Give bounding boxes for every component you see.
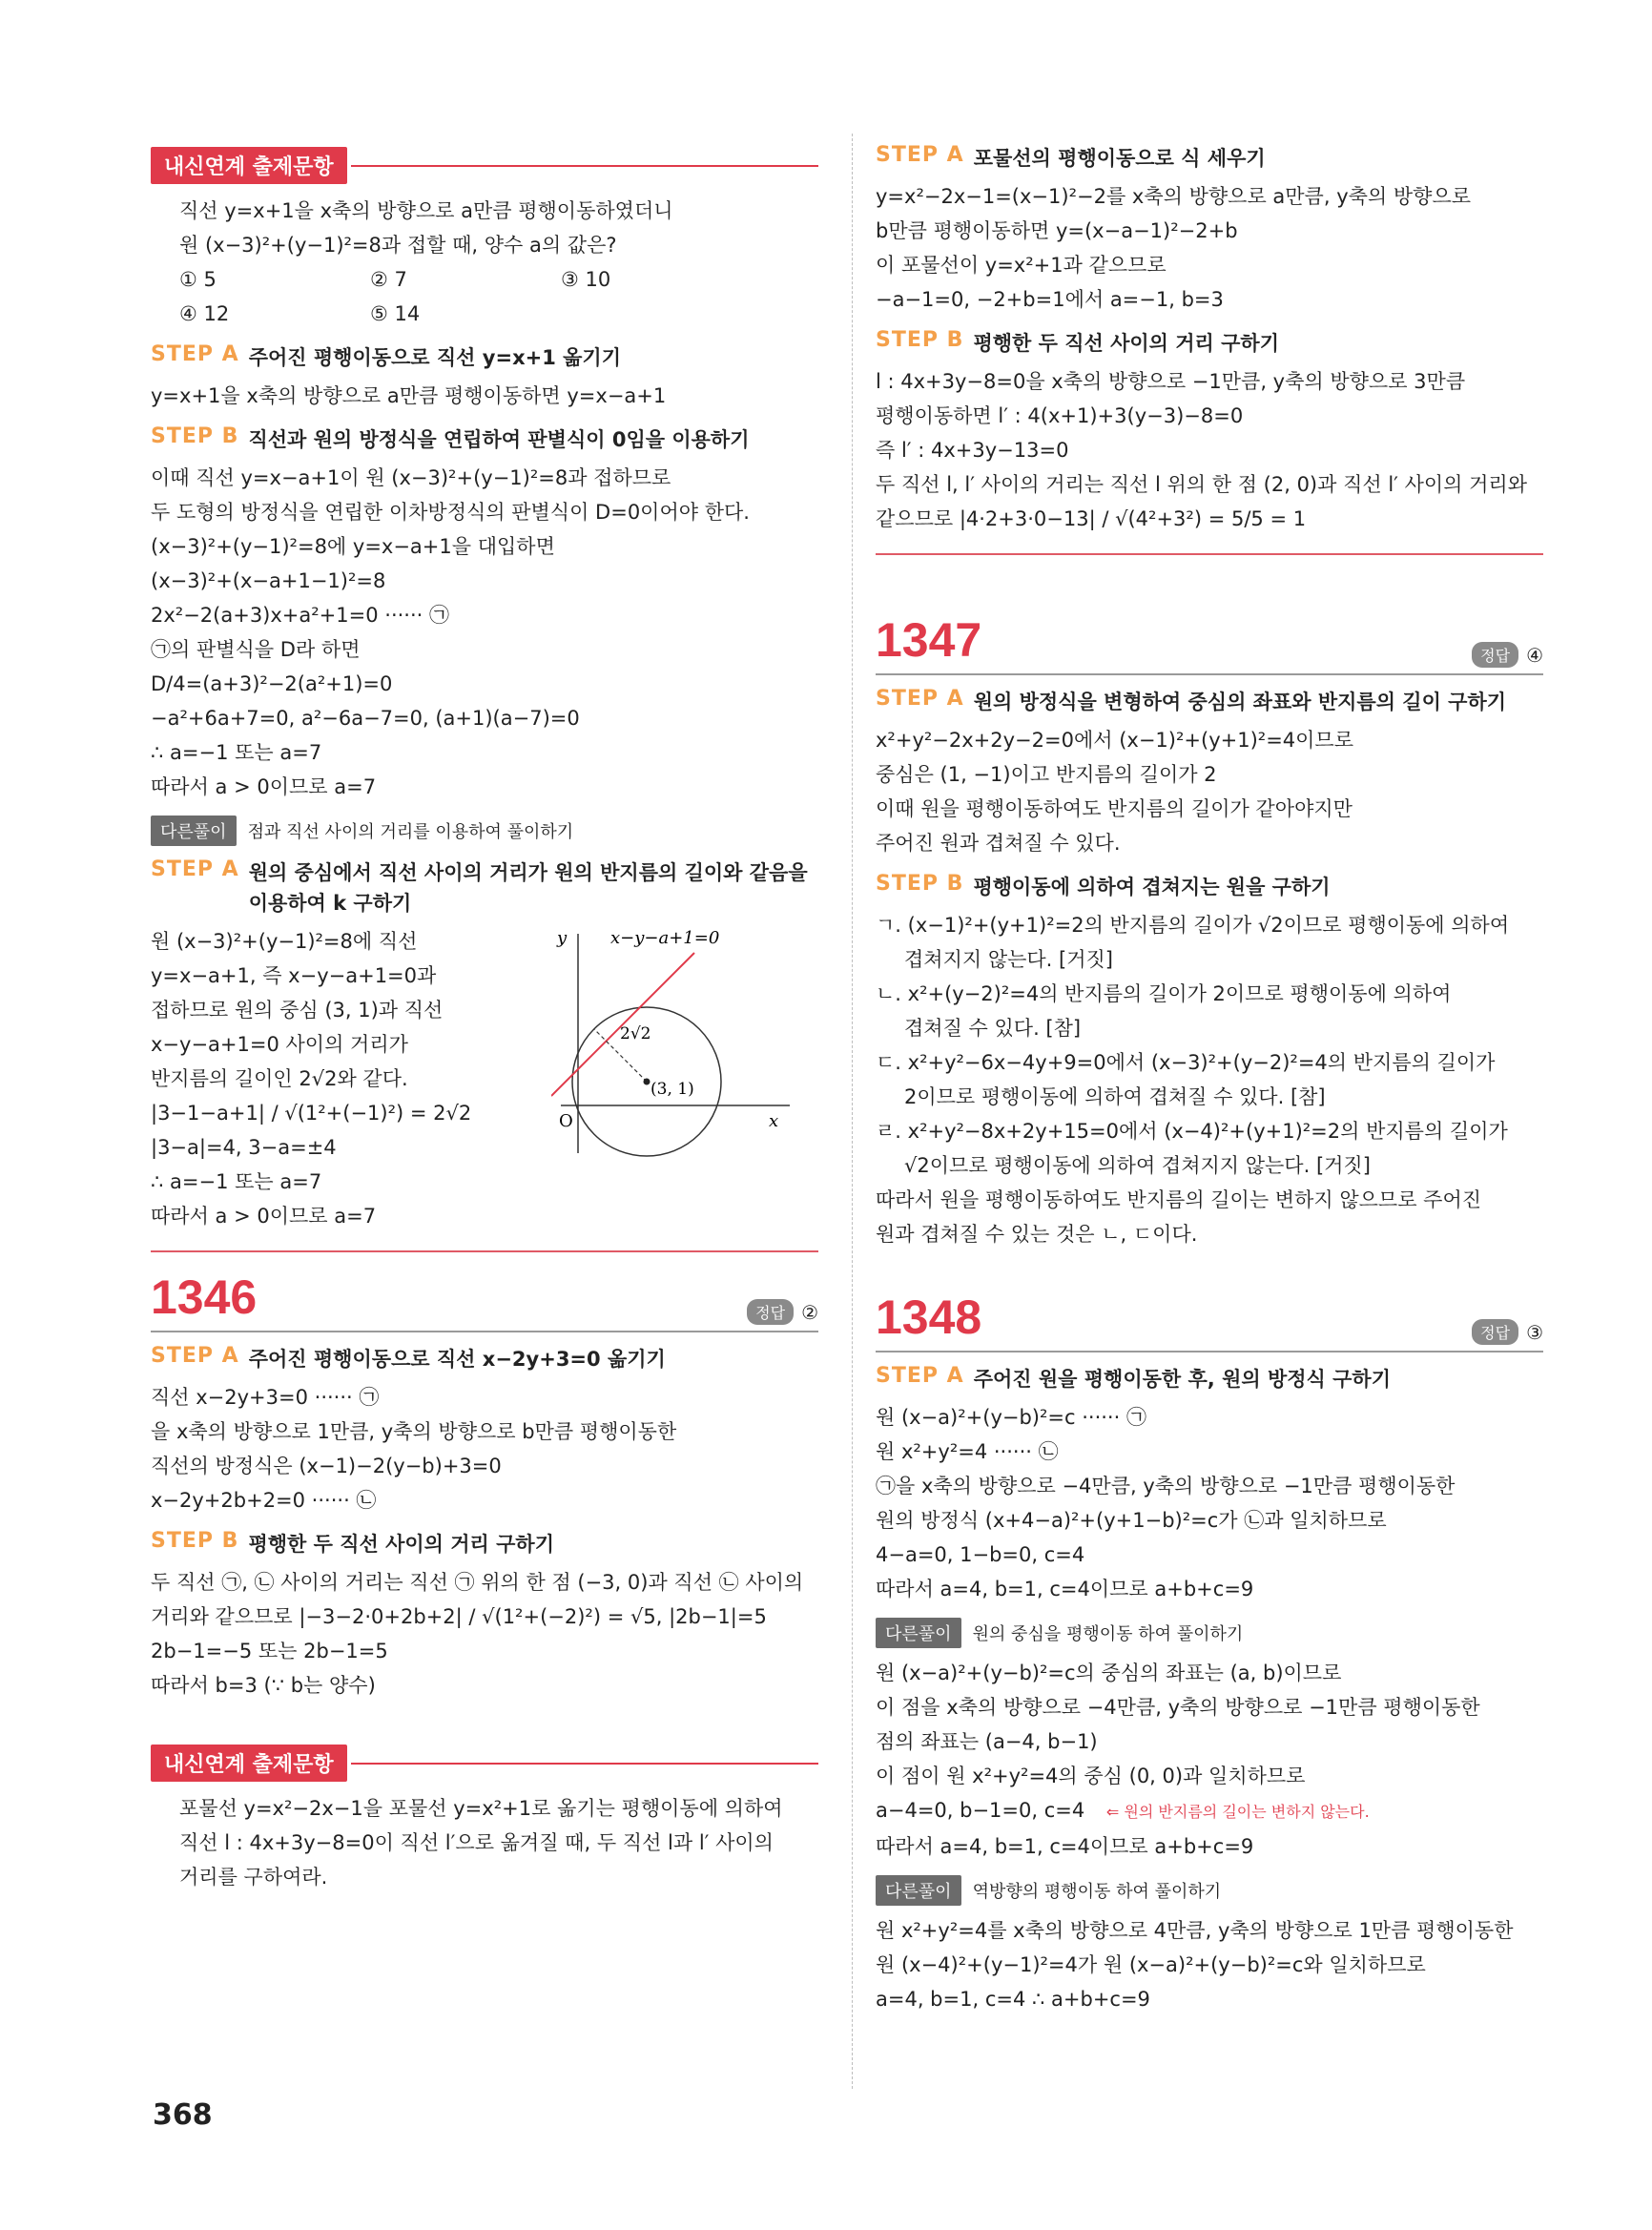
solution-line: 거리와 같으므로 |−3−2·0+2b+2| / √(1²+(−2)²) = √5, |2b−1|=5 [151,1605,767,1628]
circle-center [644,1079,650,1085]
solution-line: 2x²−2(a+3)x+a²+1=0 ······ ㉠ [151,604,450,627]
solution-line: l : 4x+3y−8=0을 x축의 방향으로 −1만큼, y축의 방향으로 3만큼 [876,370,1466,393]
answer-value: ③ [1526,1320,1543,1344]
solution-item: 2이므로 평행이동에 의하여 겹쳐질 수 있다. [참] [904,1085,1326,1108]
solution-line: 따라서 원을 평행이동하여도 반지름의 길이는 변하지 않으므로 주어진 [876,1188,1482,1211]
alt-solution-title: 점과 직선 사이의 거리를 이용하여 풀이하기 [247,822,574,842]
step-title: 포물선의 평행이동으로 식 세우기 [973,147,1266,170]
solution-item: 겹쳐지지 않는다. [거짓] [904,948,1113,971]
solution-line: D/4=(a+3)²−2(a²+1)=0 [151,672,393,695]
exam-banner [151,1745,818,1782]
spacer [151,1703,818,1741]
page-number: 368 [153,2098,213,2132]
question-line: 원 (x−3)²+(y−1)²=8과 접할 때, 양수 a의 값은? [179,234,617,257]
solution-line: 2b−1=−5 또는 2b−1=5 [151,1640,388,1662]
choices-row [151,297,818,331]
solution-line: 원 x²+y²=4 ······ ㉡ [876,1440,1059,1463]
step-title: 평행한 두 직선 사이의 거리 구하기 [973,332,1279,355]
solution-line: 이 포물선이 y=x²+1과 같으므로 [876,254,1167,277]
step-label: STEP A [876,687,964,711]
step-label: STEP A [876,143,964,167]
alt-solution-title: 원의 중심을 평행이동 하여 풀이하기 [972,1624,1244,1644]
choice: ⑤ 14 [370,302,421,325]
y-axis-label: y [557,928,568,948]
step-label: STEP B [151,424,239,448]
solution-line: 따라서 a=4, b=1, c=4이므로 a+b+c=9 [876,1835,1254,1858]
solution-line: 두 직선 ㉠, ㉡ 사이의 거리는 직선 ㉠ 위의 한 점 (−3, 0)과 직선 ㉡ 사이의 [151,1571,804,1594]
solution-line: ㉠의 판별식을 D라 하면 [151,638,361,661]
banner-rule [351,1763,818,1765]
alt-step-a-header [151,857,818,919]
question-line: 포물선 y=x²−2x−1을 포물선 y=x²+1로 옮기는 평행이동에 의하여 [179,1797,783,1820]
solution-item: ㄴ. x²+(y−2)²=4의 반지름의 길이가 2이므로 평행이동에 의하여 [876,982,1452,1005]
equation: a−4=0, b−1=0, c=4 [876,1799,1085,1822]
x-axis-label: x [769,1111,779,1131]
solution-line: −a²+6a+7=0, a²−6a−7=0, (a+1)(a−7)=0 [151,707,580,730]
step-b-header [876,328,1543,359]
problem-number: 1346 [151,1270,258,1324]
step-b-header [151,424,818,455]
center-label: (3, 1) [650,1080,694,1099]
circle-line-graph [551,924,799,1163]
solution-line: (x−3)²+(x−a+1−1)²=8 [151,569,386,592]
step-title: 주어진 원을 평행이동한 후, 원의 방정식 구하기 [973,1368,1391,1391]
section-rule [876,553,1543,555]
problem-number: 1347 [876,613,982,667]
solution-line: 이 점을 x축의 방향으로 −4만큼, y축의 방향으로 −1만큼 평행이동한 [876,1696,1480,1719]
question-line: 거리를 구하여라. [179,1866,328,1889]
step-a-header [876,143,1543,174]
step-b-header [876,872,1543,902]
solution-item: ㄹ. x²+y²−8x+2y+15=0에서 (x−4)²+(y+1)²=2의 반지름의 길이가 [876,1120,1508,1143]
problem-header [151,1270,818,1332]
problem-header [876,612,1543,675]
solution-line: 따라서 b=3 (∵ b는 양수) [151,1674,376,1697]
step-title: 주어진 평행이동으로 직선 y=x+1 옮기기 [248,346,621,369]
step-title: 직선과 원의 방정식을 연립하여 판별식이 0임을 이용하기 [248,428,750,451]
choice: ③ 10 [561,268,611,291]
solution-line: 원 (x−4)²+(y−1)²=4가 원 (x−a)²+(y−b)²=c와 일치하므로 [876,1953,1426,1976]
step-b-header [151,1529,818,1559]
exam-banner [151,147,818,184]
step-label: STEP A [151,1344,239,1368]
solution-line: 접하므로 원의 중심 (3, 1)과 직선 [151,999,444,1022]
section-rule [151,1250,818,1252]
answer-tag: 정답 [1472,642,1518,668]
solution-line: 즉 l′ : 4x+3y−13=0 [876,439,1069,462]
answer-badge [747,1299,818,1325]
step-title-block [249,857,808,919]
answer-tag: 정답 [1472,1319,1518,1345]
solution-line: 원 x²+y²=4를 x축의 방향으로 4만큼, y축의 방향으로 1만큼 평행이동한 [876,1919,1514,1942]
solution-item: ㄱ. (x−1)²+(y+1)²=2의 반지름의 길이가 √2이므로 평행이동에 의하여 [876,914,1510,937]
step-a-header [151,342,818,373]
answer-value: ④ [1526,643,1543,667]
origin-label: O [559,1111,573,1131]
solution-line: 이때 원을 평행이동하여도 반지름의 길이가 같아야지만 [876,797,1353,820]
step-title: 원의 중심에서 직선 사이의 거리가 원의 반지름의 길이와 같음을 [248,861,808,884]
solution-line: 두 직선 l, l′ 사이의 거리는 직선 l 위의 한 점 (2, 0)과 직선 l′ 사이의 거리와 [876,473,1527,496]
solution-line: 두 도형의 방정식을 연립한 이차방정식의 판별식이 D=0이어야 한다. [151,501,750,524]
left-column [151,143,818,1894]
solution-line: 원의 방정식 (x+4−a)²+(y+1−b)²=c가 ㉡과 일치하므로 [876,1509,1387,1532]
solution-line: x−2y+2b+2=0 ······ ㉡ [151,1489,377,1512]
line-equation-label: x−y−a+1=0 [610,928,720,948]
solution-line: y=x²−2x−1=(x−1)²−2를 x축의 방향으로 a만큼, y축의 방향으로 [876,185,1472,208]
problem-header [876,1290,1543,1352]
solution-line [876,1793,1543,1829]
solution-line: 원 (x−a)²+(y−b)²=c ······ ㉠ [876,1406,1146,1429]
answer-value: ② [801,1300,818,1324]
exam-banner-label: 내신연계 출제문항 [151,147,347,184]
alt-solution-label: 다른풀이 [151,816,237,846]
solution-line: 중심은 (1, −1)이고 반지름의 길이가 2 [876,763,1217,786]
choices-row [151,262,818,297]
answer-badge [1472,642,1543,668]
column-divider [852,134,853,2089]
choice: ② 7 [370,268,407,291]
step-a-header [876,1364,1543,1394]
alt-solution-body [151,924,818,1233]
solution-line: 점의 좌표는 (a−4, b−1) [876,1730,1098,1753]
alt-solution-title: 역방향의 평행이동 하여 풀이하기 [972,1882,1222,1902]
step-title: 주어진 평행이동으로 직선 x−2y+3=0 옮기기 [248,1348,666,1371]
solution-line: 원 (x−a)²+(y−b)²=c의 중심의 좌표는 (a, b)이므로 [876,1662,1342,1684]
solution-line: 반지름의 길이인 2√2와 같다. [151,1067,408,1090]
step-label: STEP A [151,857,239,881]
step-label: STEP B [151,1529,239,1553]
step-title: 이용하여 k 구하기 [248,892,412,915]
solution-line: y=x−a+1, 즉 x−y−a+1=0과 [151,964,437,987]
step-label: STEP A [151,342,239,366]
solution-line: ㉠을 x축의 방향으로 −4만큼, y축의 방향으로 −1만큼 평행이동한 [876,1475,1456,1497]
step-label: STEP B [876,872,964,896]
side-note: ⇐ 원의 반지름의 길이는 변하지 않는다. [1105,1803,1370,1821]
solution-line: 이때 직선 y=x−a+1이 원 (x−3)²+(y−1)²=8과 접하므로 [151,466,671,489]
solution-line: 같으므로 |4·2+3·0−13| / √(4²+3²) = 5/5 = 1 [876,507,1307,530]
right-column [876,143,1543,2016]
solution-line: a=4, b=1, c=4 ∴ a+b+c=9 [876,1988,1150,2011]
exam-banner-label: 내신연계 출제문항 [151,1745,347,1782]
solution-line: 따라서 a=4, b=1, c=4이므로 a+b+c=9 [876,1578,1254,1600]
alt-solution-label: 다른풀이 [876,1875,961,1906]
alt-solution-header [876,1618,1543,1648]
step-title: 원의 방정식을 변형하여 중심의 좌표와 반지름의 길이 구하기 [973,691,1507,713]
solution-item: 겹쳐질 수 있다. [참] [904,1017,1082,1040]
solution-line: 4−a=0, 1−b=0, c=4 [876,1543,1085,1566]
alt-solution-label: 다른풀이 [876,1618,961,1648]
step-title: 평행이동에 의하여 겹쳐지는 원을 구하기 [973,876,1331,898]
answer-badge [1472,1319,1543,1345]
solution-item: ㄷ. x²+y²−6x−4y+9=0에서 (x−3)²+(y−2)²=4의 반지름의 길이가 [876,1051,1496,1074]
solution-line: 직선 x−2y+3=0 ······ ㉠ [151,1386,380,1409]
solution-line: 을 x축의 방향으로 1만큼, y축의 방향으로 b만큼 평행이동한 [151,1420,677,1443]
choice: ④ 12 [179,302,230,325]
banner-rule [351,165,818,167]
solution-line: 이 점이 원 x²+y²=4의 중심 (0, 0)과 일치하므로 [876,1765,1306,1787]
solution-line: 따라서 a > 0이므로 a=7 [151,775,377,798]
solution-line: x−y−a+1=0 사이의 거리가 [151,1033,408,1056]
step-title: 평행한 두 직선 사이의 거리 구하기 [248,1533,554,1556]
solution-line: 따라서 a > 0이므로 a=7 [151,1205,377,1228]
solution-line: 평행이동하면 l′ : 4(x+1)+3(y−3)−8=0 [876,404,1244,427]
solution-line: ∴ a=−1 또는 a=7 [151,1170,322,1193]
step-label: STEP B [876,328,964,352]
alt-solution-header [151,816,818,846]
step-a-header [151,1344,818,1374]
solution-line: 원과 겹쳐질 수 있는 것은 ㄴ, ㄷ이다. [876,1223,1198,1246]
question-line: 직선 l : 4x+3y−8=0이 직선 l′으로 옮겨질 때, 두 직선 l과 l′ 사이의 [179,1831,774,1854]
question-line: 직선 y=x+1을 x축의 방향으로 a만큼 평행이동하였더니 [179,199,673,222]
alt-solution-header [876,1875,1543,1906]
solution-line: (x−3)²+(y−1)²=8에 y=x−a+1을 대입하면 [151,535,555,558]
solution-line: ∴ a=−1 또는 a=7 [151,741,322,764]
step-label: STEP A [876,1364,964,1388]
solution-line: 원 (x−3)²+(y−1)²=8에 직선 [151,930,418,953]
solution-line: |3−a|=4, 3−a=±4 [151,1136,337,1159]
step-a-header [876,687,1543,717]
answer-tag: 정답 [747,1299,794,1325]
radius-label: 2√2 [620,1024,651,1043]
solution-line: b만큼 평행이동하면 y=(x−a−1)²−2+b [876,219,1238,242]
choice: ① 5 [179,268,217,291]
solution-item: √2이므로 평행이동에 의하여 겹쳐지지 않는다. [거짓] [904,1154,1371,1177]
solution-line: 주어진 원과 겹쳐질 수 있다. [876,832,1121,855]
solution-line: x²+y²−2x+2y−2=0에서 (x−1)²+(y+1)²=4이므로 [876,729,1354,752]
solution-line: |3−1−a+1| / √(1²+(−1)²) = 2√2 [151,1102,472,1125]
solution-line: y=x+1을 x축의 방향으로 a만큼 평행이동하면 y=x−a+1 [151,384,667,407]
problem-number: 1348 [876,1291,982,1344]
solution-line: 직선의 방정식은 (x−1)−2(y−b)+3=0 [151,1455,502,1477]
solution-line: −a−1=0, −2+b=1에서 a=−1, b=3 [876,288,1224,311]
